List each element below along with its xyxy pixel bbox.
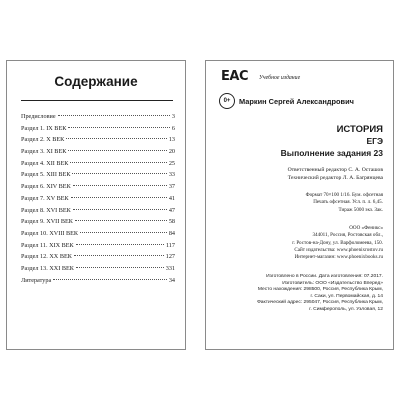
- manufacture-line: г. Саки, ул. Первомайская, д. 14: [310, 293, 383, 299]
- editor-line: Технический редактор Л. А. Багрянцева: [287, 175, 383, 181]
- toc-entry-page: 47: [168, 206, 175, 214]
- toc-entry-page: 6: [171, 124, 175, 132]
- publisher-line: Интернет-магазин: www.phoenixbooks.ru: [294, 254, 383, 261]
- dot-leader: [76, 244, 164, 245]
- toc-entry-label: Литература: [21, 276, 52, 284]
- publisher-line: 344011, Россия, Ростовская обл.,: [312, 232, 383, 239]
- editors-block: [288, 166, 383, 182]
- toc-entry-label: Предисловие: [21, 113, 56, 120]
- dot-leader: [76, 267, 164, 268]
- toc-entry-label: Раздел 5. XIII ВЕК: [21, 171, 71, 179]
- toc-entry-page: 331: [165, 264, 175, 272]
- print-info-block: [306, 192, 383, 214]
- toc-entry-page: 127: [165, 253, 175, 261]
- print-info-line: Формат 70×100 1/16. Бум. офсетная: [305, 192, 383, 198]
- publisher-block: [292, 225, 383, 261]
- toc-entry: [21, 158, 175, 170]
- manufacture-line: Место нахождения: 298500, Россия, Республика Крым,: [257, 287, 383, 293]
- contents-title: Содержание: [54, 74, 138, 89]
- toc-entry: [21, 251, 175, 263]
- dot-leader: [58, 115, 170, 116]
- toc-entry: [21, 134, 175, 146]
- toc-entry-label: Раздел 12. XX ВЕК: [21, 253, 72, 261]
- toc-entry-page: 117: [165, 241, 175, 249]
- publisher-line: Сайт издательства: www.phoenixrostov.ru: [294, 246, 383, 253]
- toc-entry-label: Раздел 3. XI ВЕК: [21, 148, 67, 156]
- toc-entry: [21, 123, 175, 135]
- book-subtitle-exam: ЕГЭ: [366, 136, 383, 146]
- manufacture-block: [257, 274, 383, 314]
- imprint-page: [205, 60, 394, 350]
- toc-entry-page: 20: [168, 148, 175, 156]
- dot-leader: [68, 150, 166, 151]
- toc-entry-label: Раздел 7. XV ВЕК: [21, 194, 69, 202]
- dot-leader: [72, 173, 166, 174]
- manufacture-line: Фактический адрес: 295047, Россия, Республика Крым,: [257, 300, 383, 306]
- toc-entry: [21, 169, 175, 181]
- age-rating-badge: 0+: [219, 93, 235, 109]
- toc-entry-label: Раздел 2. X ВЕК: [21, 136, 65, 144]
- dot-leader: [80, 232, 167, 233]
- toc-entry: [21, 228, 175, 240]
- book-title: ИСТОРИЯ: [336, 124, 383, 135]
- toc-entry-label: Раздел 8. XVI ВЕК: [21, 206, 71, 214]
- toc-entry: [21, 205, 175, 217]
- dot-leader: [66, 138, 167, 139]
- dot-leader: [75, 220, 167, 221]
- toc-entry-page: 13: [168, 136, 175, 144]
- toc-entry: [21, 240, 175, 252]
- manufacture-line: Изготовитель: ООО «Издательство Вперед»: [282, 280, 383, 286]
- toc-entry: [21, 275, 175, 287]
- contents-page: [6, 60, 186, 350]
- toc-entry-label: Раздел 6. XIV ВЕК: [21, 183, 71, 191]
- dot-leader: [70, 162, 166, 163]
- edition-type: Учебное издание: [259, 75, 301, 81]
- toc-entry: [21, 111, 175, 123]
- contents-list: [21, 111, 175, 286]
- publisher-line: ООО «Феникс»: [349, 225, 383, 231]
- toc-entry-label: Раздел 4. XII ВЕК: [21, 159, 69, 167]
- toc-entry-label: Раздел 10. XVIII ВЕК: [21, 229, 79, 237]
- toc-entry-label: Раздел 9. XVII ВЕК: [21, 218, 73, 226]
- title-divider: [21, 100, 173, 101]
- manufacture-line: г. Симферополь, ул. Узловая, 12: [309, 306, 383, 312]
- toc-entry: [21, 181, 175, 193]
- toc-entry-page: 3: [171, 113, 175, 120]
- toc-entry-page: 34: [168, 276, 175, 284]
- publisher-line: г. Ростов-на-Дону, ул. Варфоломеева, 150.: [292, 239, 383, 246]
- toc-entry-page: 37: [168, 183, 175, 191]
- toc-entry-page: 84: [168, 229, 175, 237]
- editor-line: Ответственный редактор С. А. Осташов: [287, 167, 383, 173]
- toc-entry: [21, 263, 175, 275]
- dot-leader: [73, 209, 167, 210]
- toc-entry: [21, 193, 175, 205]
- manufacture-line: Изготовлено в России. Дата изготовления: 07.2017.: [266, 274, 383, 279]
- dot-leader: [73, 185, 167, 186]
- dot-leader: [71, 197, 167, 198]
- toc-entry-page: 41: [168, 194, 175, 202]
- toc-entry-label: Раздел 11. XIX ВЕК: [21, 241, 74, 249]
- toc-entry: [21, 146, 175, 158]
- eac-mark: EAC: [221, 69, 248, 84]
- toc-entry-page: 33: [168, 171, 175, 179]
- toc-entry-page: 58: [168, 218, 175, 226]
- print-info-line: Тираж 5000 экз. Зак.: [338, 206, 383, 213]
- toc-entry: [21, 216, 175, 228]
- toc-entry-label: Раздел 1. IX ВЕК: [21, 124, 67, 132]
- book-subtitle-task: Выполнение задания 23: [280, 148, 383, 158]
- author-name: Маркин Сергей Александрович: [239, 97, 354, 106]
- dot-leader: [53, 279, 167, 280]
- dot-leader: [68, 127, 170, 128]
- print-info-line: Печать офсетная. Усл. п. л. 6,45.: [313, 199, 383, 206]
- dot-leader: [74, 255, 164, 256]
- toc-entry-page: 25: [168, 159, 175, 167]
- toc-entry-label: Раздел 13. XXI ВЕК: [21, 264, 74, 272]
